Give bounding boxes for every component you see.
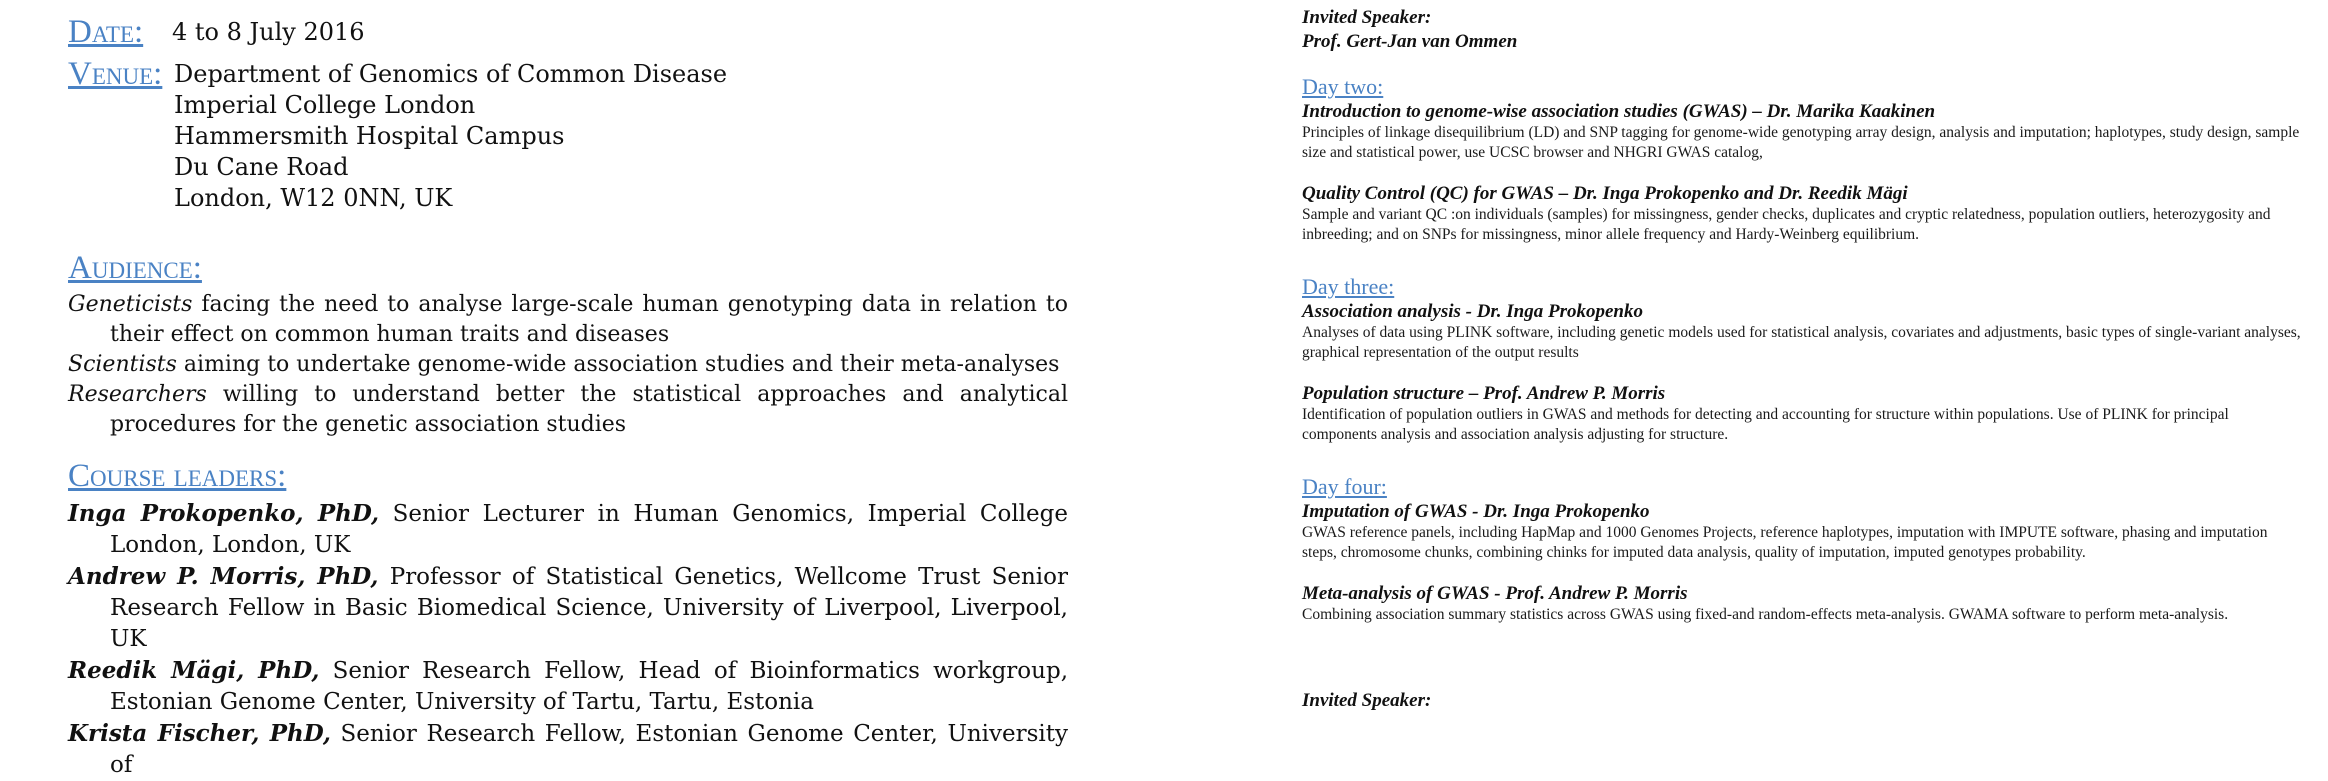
leader-item (68, 718, 1068, 781)
audience-section (68, 250, 1068, 440)
leader-text: Senior Lecturer in Human Genomics, Imperial College London, London, UK (110, 501, 1068, 558)
venue-field (68, 56, 1068, 216)
day-four-section (1302, 474, 2302, 625)
topic-title: Introduction to genome-wise association studies (GWAS) – Dr. Marika Kaakinen (1302, 101, 1936, 122)
leader-text: Professor of Statistical Genetics, Wellcome Trust Senior Research Fellow in Basic Biomedical Science, University of Liverpool, Liverpool, UK (110, 564, 1068, 652)
audience-role: Geneticists (68, 292, 193, 317)
date-value: 4 to 8 July 2016 (172, 18, 365, 46)
topic-description: Analyses of data using PLINK software, including genetic models used for statistical analysis, covariates and adjustments, basic types of single-variant analyses, graphical representation of the output results (1302, 324, 2301, 361)
venue-line: Imperial College London (174, 91, 476, 119)
audience-text: aiming to undertake genome-wide association studies and their meta-analyses (176, 352, 1060, 377)
venue-label: Venue: (68, 56, 163, 92)
day-three-section (1302, 274, 2302, 445)
venue-line: Du Cane Road (174, 153, 349, 181)
leader-item (68, 498, 1068, 561)
venue-line: Hammersmith Hospital Campus (174, 122, 565, 150)
invited-speaker-top (1302, 6, 1517, 54)
day-heading: Day four: (1302, 474, 1387, 499)
invited-speaker-label: Invited Speaker: (1302, 690, 1432, 711)
topic-description: Identification of population outliers in GWAS and methods for detecting and accounting for structure within populations. Use of PLINK for principal components analysis and association analysis adjusting for structure. (1302, 406, 2229, 443)
invited-speaker-name: Prof. Gert-Jan van Ommen (1302, 31, 1518, 52)
topic-description: Combining association summary statistics across GWAS using fixed-and random-effects meta-analysis. GWAMA software to perform meta-analysis. (1302, 606, 2229, 623)
audience-item (68, 290, 1068, 350)
leader-text: Senior Research Fellow, Estonian Genome Center, University of (110, 721, 1068, 778)
date-field (68, 14, 1068, 50)
invited-speaker-bottom (1302, 689, 1431, 713)
leader-name: Krista Fischer, PhD, (68, 720, 331, 747)
leader-name: Inga Prokopenko, PhD, (68, 500, 379, 527)
audience-text: facing the need to analyse large-scale human genotyping data in relation to their effect on common human traits and diseases (110, 292, 1068, 347)
topic-description: GWAS reference panels, including HapMap and 1000 Genomes Projects, reference haplotypes, imputation with IMPUTE software, phasing and imputation steps, chromosome chunks, combining chinks for imputed data analysis, quality of imputation, imputed genotypes probability. (1302, 524, 2268, 561)
audience-heading: Audience: (68, 250, 202, 286)
leaders-heading: Course leaders: (68, 458, 287, 494)
topic-description: Principles of linkage disequilibrium (LD) and SNP tagging for genome-wide genotyping array design, analysis and imputation; haplotypes, study design, sample size and statistical power, use UCSC browser and NHGRI GWAS catalog, (1302, 124, 2300, 161)
audience-role: Scientists (68, 352, 177, 377)
venue-address (174, 59, 727, 214)
topic-title: Association analysis - Dr. Inga Prokopenko (1302, 301, 1643, 322)
day-two-section (1302, 74, 2302, 245)
leader-name: Andrew P. Morris, PhD, (68, 563, 379, 590)
audience-item (68, 380, 1068, 440)
topic-title: Imputation of GWAS - Dr. Inga Prokopenko (1302, 501, 1650, 522)
date-label: Date: (68, 14, 144, 50)
day-heading: Day three: (1302, 274, 1395, 299)
audience-role: Researchers (68, 382, 207, 407)
topic-title: Meta-analysis of GWAS - Prof. Andrew P. Morris (1302, 583, 1688, 604)
topic-description: Sample and variant QC :on individuals (samples) for missingness, gender checks, duplicates and cryptic relatedness, population outliers, heterozygosity and inbreeding; and on SNPs for missingness, minor allele frequency and Hardy-Weinberg equilibrium. (1302, 206, 2271, 243)
leader-item (68, 561, 1068, 655)
venue-line: Department of Genomics of Common Disease (174, 60, 728, 88)
leader-text: Senior Research Fellow, Head of Bioinformatics workgroup, Estonian Genome Center, University of Tartu, Tartu, Estonia (110, 658, 1069, 715)
audience-text: willing to understand better the statistical approaches and analytical procedures for the genetic association studies (110, 382, 1068, 437)
venue-line: London, W12 0NN, UK (174, 184, 453, 212)
audience-item (68, 350, 1068, 380)
topic-title: Quality Control (QC) for GWAS – Dr. Inga Prokopenko and Dr. Reedik Mägi (1302, 183, 1908, 204)
leader-item (68, 655, 1068, 718)
day-heading: Day two: (1302, 74, 1384, 99)
leaders-section (68, 458, 1068, 781)
leader-name: Reedik Mägi, PhD, (68, 657, 320, 684)
topic-title: Population structure – Prof. Andrew P. Morris (1302, 383, 1666, 404)
invited-speaker-label: Invited Speaker: (1302, 7, 1432, 28)
